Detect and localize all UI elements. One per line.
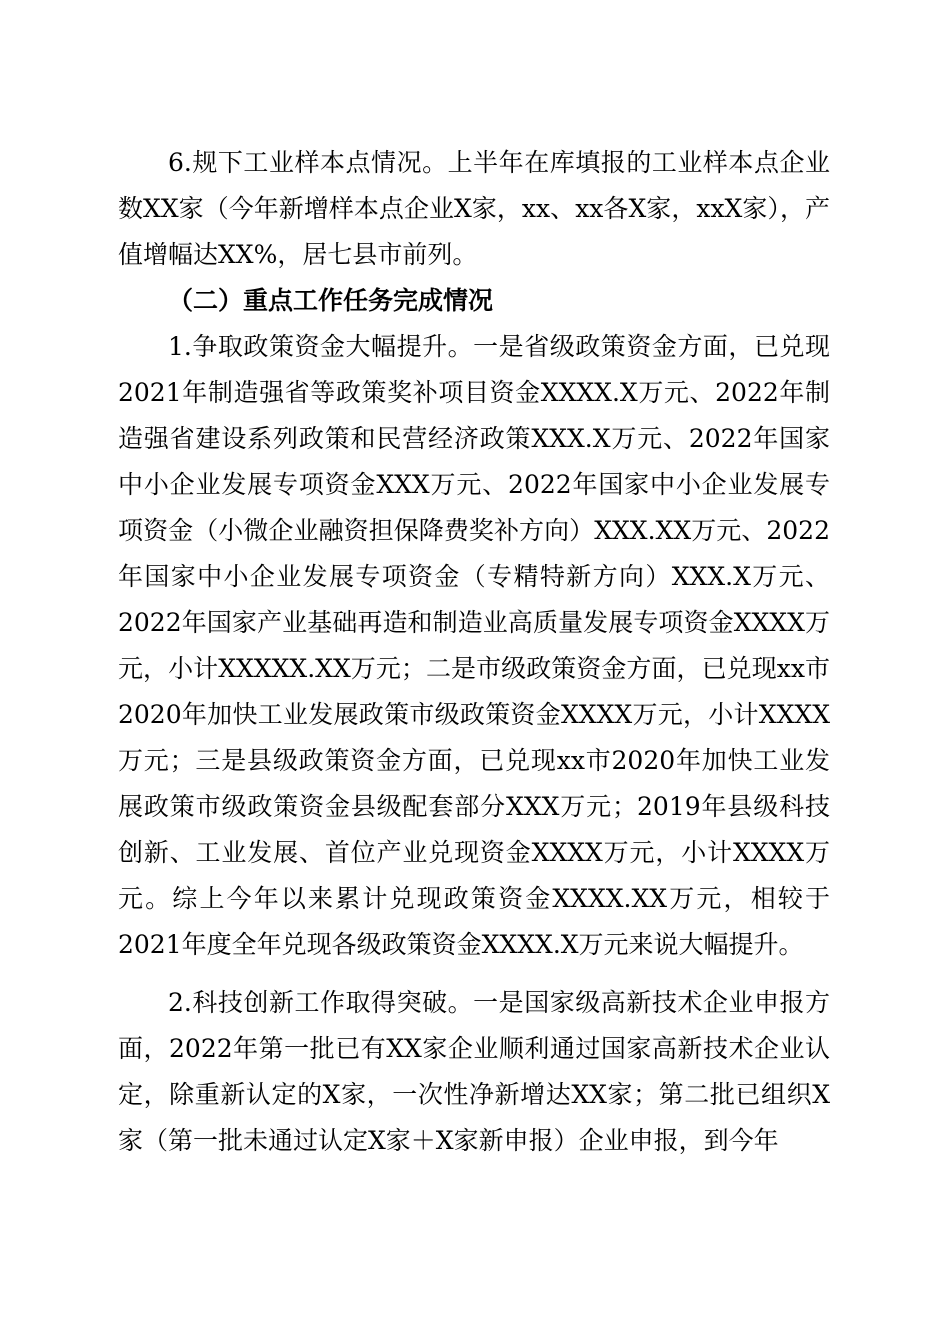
paragraph-6-industrial-samples: 6.规下工业样本点情况。上半年在库填报的工业样本点企业数XX家（今年新增样本点企业X家，xx、xx各X家，xxX家），产值增幅达XX%，居七县市前列。: [118, 148, 830, 269]
paragraph-2-tech-innovation: 2.科技创新工作取得突破。一是国家级高新技术企业申报方面，2022年第一批已有XX家企业顺利通过国家高新技术企业认定，除重新认定的X家，一次性净新增达XX家；第二批已组织X家（第一批未通过认定X家＋X家新申报）企业申报，到今年: [118, 988, 830, 1155]
paragraph-1-policy-funds: 1.争取政策资金大幅提升。一是省级政策资金方面，已兑现2021年制造强省等政策奖补项目资金XXXX.X万元、2022年制造强省建设系列政策和民营经济政策XXX.X万元、2022年国家中小企业发展专项资金XXX万元、2022年国家中小企业发展专项资金（小微企业融资担保降费奖补方向）XXX.XX万元、2022年国家中小企业发展专项资金（专精特新方向）XXX.X万元、2022年国家产业基础再造和制造业高质量发展专项资金XXXX万元，小计XXXXX.XX万元；二是市级政策资金方面，已兑现xx市2020年加快工业发展政策市级政策资金XXXX万元，小计XXXX万元；三是县级政策资金方面，已兑现xx市2020年加快工业发展政策市级政策资金县级配套部分XXX万元；2019年县级科技创新、工业发展、首位产业兑现资金XXXX万元，小计XXXX万元。综上今年以来累计兑现政策资金XXXX.XX万元，相较于2021年度全年兑现各级政策资金XXXX.X万元来说大幅提升。: [118, 332, 830, 959]
paragraph-spacer: [118, 968, 830, 980]
document-body: [118, 140, 830, 1164]
section-heading-key-tasks: （二）重点工作任务完成情况: [168, 286, 494, 315]
